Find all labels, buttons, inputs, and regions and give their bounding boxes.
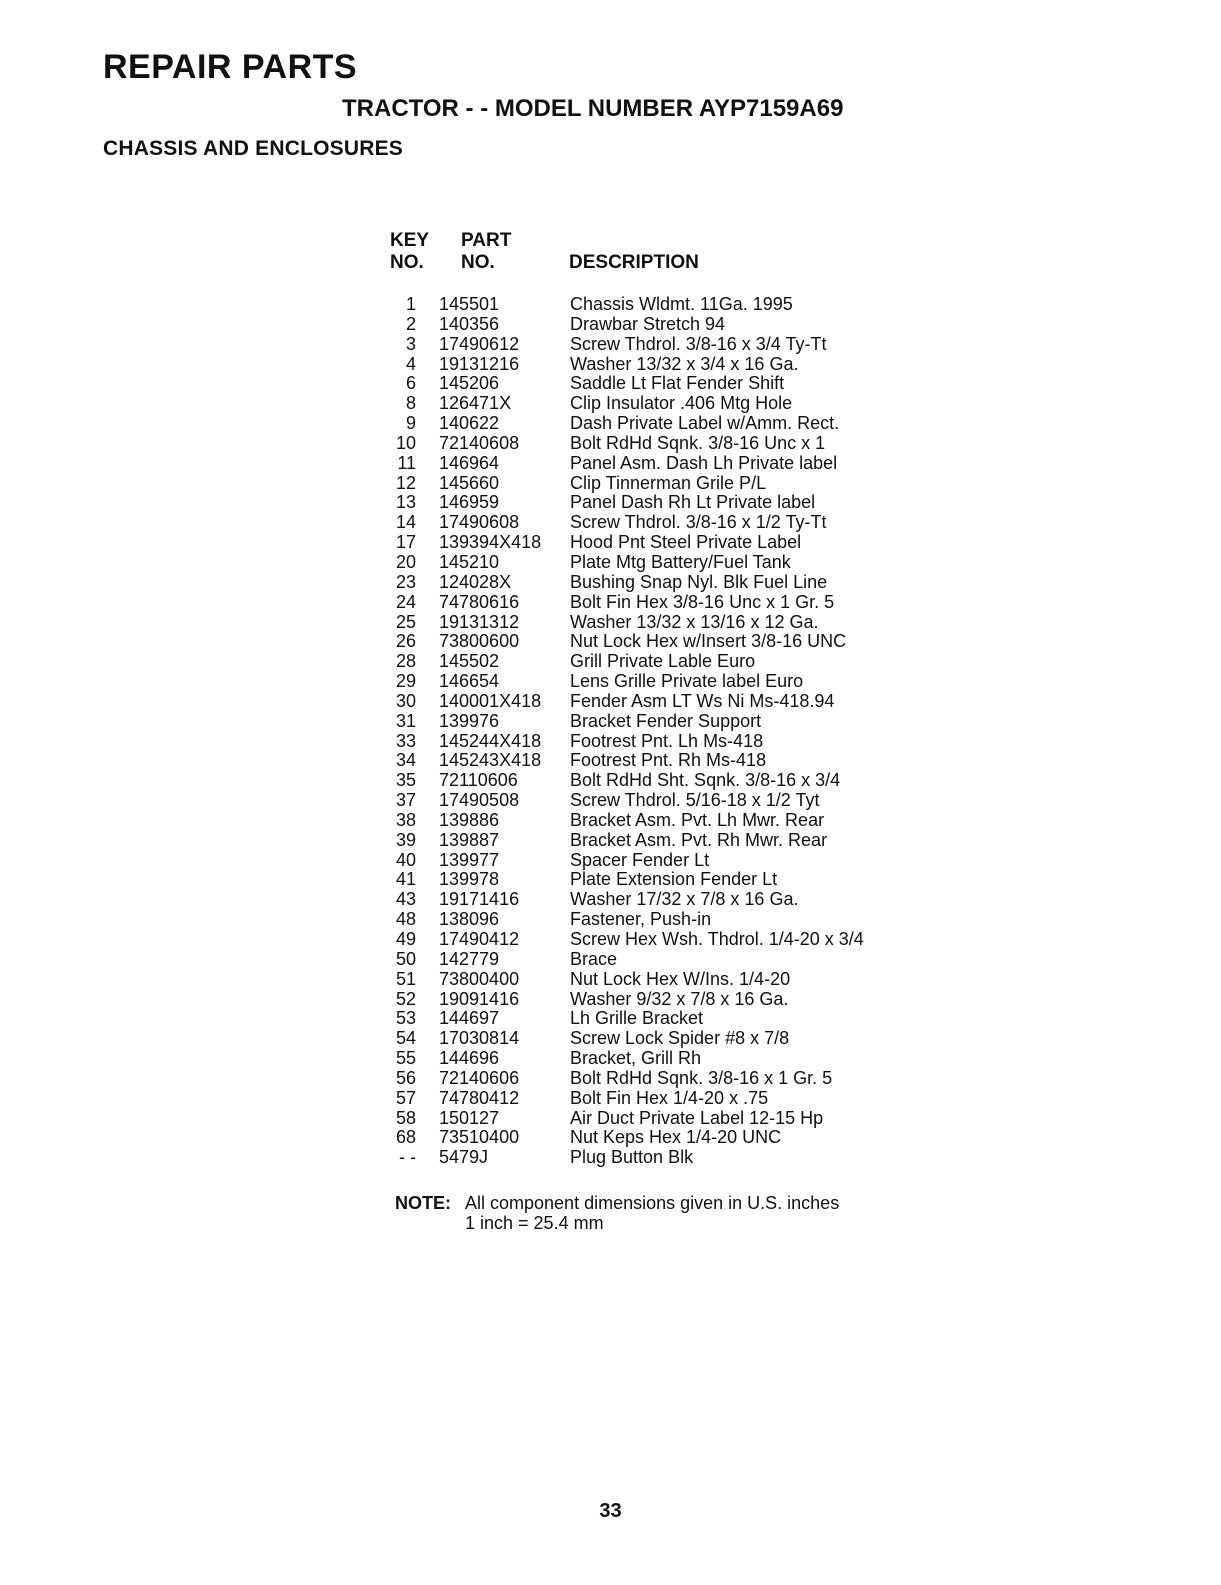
table-row — [380, 593, 864, 613]
table-row — [380, 950, 864, 970]
description-cell: Clip Tinnerman Grile P/L — [570, 472, 767, 493]
table-row — [380, 751, 864, 771]
table-row — [380, 811, 864, 831]
key-no-cell: 35 — [395, 770, 416, 791]
description-cell: Hood Pnt Steel Private Label — [570, 532, 802, 553]
part-no-cell: 146959 — [439, 492, 500, 513]
part-no-cell: 139976 — [439, 710, 500, 731]
key-no-cell: 54 — [395, 1028, 416, 1049]
table-row — [380, 1069, 864, 1089]
section-title: CHASSIS AND ENCLOSURES — [103, 137, 403, 160]
table-row — [380, 573, 864, 593]
description-cell: Drawbar Stretch 94 — [570, 313, 726, 334]
key-no-cell: 17 — [395, 532, 416, 553]
key-no-cell: 31 — [395, 710, 416, 731]
key-no-cell: 49 — [395, 929, 416, 949]
description-cell: Panel Dash Rh Lt Private label — [570, 492, 816, 513]
key-no-cell: 30 — [395, 690, 416, 711]
table-row — [380, 335, 864, 355]
part-no-cell: 73800400 — [439, 968, 520, 989]
description-cell: Bolt RdHd Sht. Sqnk. 3/8-16 x 3/4 — [570, 770, 841, 791]
description-cell: Clip Insulator .406 Mtg Hole — [570, 393, 793, 414]
key-no-cell: 9 — [405, 413, 416, 434]
key-no-cell: 50 — [395, 948, 416, 969]
key-no-cell: 57 — [395, 1087, 416, 1108]
table-row — [380, 1109, 864, 1129]
key-no-cell: 23 — [395, 571, 416, 592]
table-row — [380, 374, 864, 394]
part-no-cell: 145502 — [439, 651, 500, 672]
table-row — [380, 652, 864, 672]
description-cell: Bolt Fin Hex 3/8-16 Unc x 1 Gr. 5 — [570, 591, 835, 612]
description-header: DESCRIPTION — [569, 252, 699, 273]
part-no-cell: 17490412 — [439, 929, 520, 949]
part-no-cell: 139886 — [439, 809, 500, 830]
note-label: NOTE: — [395, 1193, 451, 1213]
description-cell: Washer 13/32 x 13/16 x 12 Ga. — [570, 611, 819, 632]
part-no-cell: 144697 — [439, 1008, 500, 1029]
part-no-cell: 17490608 — [439, 512, 520, 533]
description-cell: Bushing Snap Nyl. Blk Fuel Line — [570, 571, 828, 592]
page-number: 33 — [599, 1500, 622, 1522]
description-cell: Screw Thdrol. 5/16-18 x 1/2 Tyt — [570, 790, 820, 811]
part-no-cell: 142779 — [439, 948, 500, 969]
table-row — [380, 454, 864, 474]
key-no-cell: 48 — [395, 909, 416, 930]
part-no-cell: 139394X418 — [439, 532, 542, 553]
model-number-title: TRACTOR - - MODEL NUMBER AYP7159A69 — [342, 95, 844, 122]
key-no-cell: 38 — [395, 809, 416, 830]
part-no-cell: 139978 — [439, 869, 500, 890]
key-no-cell: 10 — [395, 432, 416, 453]
key-no-cell: 29 — [395, 671, 416, 692]
key-no-header-line2: NO. — [390, 252, 424, 273]
part-no-cell: 150127 — [439, 1107, 500, 1128]
description-cell: Nut Lock Hex w/Insert 3/8-16 UNC — [570, 631, 847, 652]
part-no-header-line1: PART — [461, 230, 512, 251]
table-row — [380, 315, 864, 335]
part-no-cell: 144696 — [439, 1048, 500, 1069]
table-row — [380, 712, 864, 732]
key-no-cell: 56 — [395, 1067, 416, 1088]
description-cell: Footrest Pnt. Lh Ms-418 — [570, 730, 764, 751]
note — [395, 1193, 840, 1233]
part-no-cell: 72140606 — [439, 1067, 520, 1088]
key-no-cell: 11 — [397, 452, 416, 473]
part-no-cell: 72110606 — [439, 770, 518, 791]
description-cell: Fastener, Push-in — [570, 909, 712, 930]
key-no-cell: 40 — [395, 849, 416, 870]
part-no-cell: 17490508 — [439, 790, 520, 811]
part-no-cell: 139887 — [439, 829, 500, 850]
part-no-cell: 140356 — [439, 313, 500, 334]
part-no-cell: 145501 — [439, 294, 500, 314]
table-row — [380, 434, 864, 454]
description-cell: Screw Thdrol. 3/8-16 x 1/2 Ty-Tt — [570, 512, 827, 533]
part-no-header-line2: NO. — [461, 252, 495, 273]
description-cell: Spacer Fender Lt — [570, 849, 710, 870]
parts-table-body — [380, 295, 864, 1168]
table-row — [380, 295, 864, 315]
part-no-cell: 140001X418 — [439, 690, 542, 711]
table-row — [380, 474, 864, 494]
key-no-cell: 51 — [395, 968, 416, 989]
part-no-cell: 146654 — [439, 671, 500, 692]
table-row — [380, 851, 864, 871]
part-no-cell: 145244X418 — [439, 730, 542, 751]
key-no-cell: 33 — [395, 730, 416, 751]
key-no-cell: 12 — [395, 472, 416, 493]
key-no-cell: - - — [399, 1147, 416, 1168]
table-row — [380, 1049, 864, 1069]
table-row — [380, 910, 864, 930]
part-no-cell: 72140608 — [439, 432, 520, 453]
part-no-cell: 19091416 — [439, 988, 520, 1009]
description-cell: Chassis Wldmt. 11Ga. 1995 — [570, 294, 793, 314]
key-no-cell: 52 — [395, 988, 416, 1009]
description-cell: Bolt Fin Hex 1/4-20 x .75 — [570, 1087, 769, 1108]
part-no-cell: 73800600 — [439, 631, 520, 652]
description-cell: Brace — [570, 948, 618, 969]
part-no-cell: 19171416 — [439, 889, 520, 910]
part-no-cell: 124028X — [439, 571, 512, 592]
description-cell: Plate Extension Fender Lt — [570, 869, 778, 890]
key-no-cell: 68 — [395, 1127, 416, 1148]
key-no-cell: 25 — [395, 611, 416, 632]
part-no-cell: 126471X — [439, 393, 512, 414]
key-no-cell: 8 — [405, 393, 416, 414]
key-no-cell: 6 — [405, 373, 416, 394]
table-row — [380, 930, 864, 950]
description-cell: Nut Lock Hex W/Ins. 1/4-20 — [570, 968, 791, 989]
part-no-cell: 140622 — [439, 413, 500, 434]
part-no-cell: 139977 — [439, 849, 500, 870]
table-row — [380, 1089, 864, 1109]
description-cell: Nut Keps Hex 1/4-20 UNC — [570, 1127, 782, 1148]
description-cell: Screw Hex Wsh. Thdrol. 1/4-20 x 3/4 — [570, 929, 864, 949]
description-cell: Bolt RdHd Sqnk. 3/8-16 Unc x 1 — [570, 432, 826, 453]
part-no-cell: 145206 — [439, 373, 500, 394]
part-no-cell: 73510400 — [439, 1127, 520, 1148]
description-cell: Bolt RdHd Sqnk. 3/8-16 x 1 Gr. 5 — [570, 1067, 833, 1088]
table-row — [380, 791, 864, 811]
key-no-cell: 1 — [405, 294, 416, 314]
key-no-cell: 43 — [395, 889, 416, 910]
table-row — [380, 414, 864, 434]
table-row — [380, 692, 864, 712]
key-no-cell: 4 — [405, 353, 416, 374]
description-cell: Saddle Lt Flat Fender Shift — [570, 373, 785, 394]
key-no-cell: 14 — [395, 512, 416, 533]
description-cell: Fender Asm LT Ws Ni Ms-418.94 — [570, 690, 835, 711]
description-cell: Washer 9/32 x 7/8 x 16 Ga. — [570, 988, 789, 1009]
description-cell: Grill Private Lable Euro — [570, 651, 756, 672]
part-no-cell: 145243X418 — [439, 750, 542, 771]
key-no-cell: 2 — [405, 313, 416, 334]
part-no-cell: 5479J — [439, 1147, 489, 1168]
key-no-cell: 34 — [395, 750, 416, 771]
part-no-cell: 19131312 — [439, 611, 520, 632]
key-no-cell: 37 — [395, 790, 416, 811]
description-cell: Footrest Pnt. Rh Ms-418 — [570, 750, 767, 771]
key-no-cell: 26 — [395, 631, 416, 652]
key-no-cell: 55 — [395, 1048, 416, 1069]
key-no-cell: 41 — [395, 869, 416, 890]
table-row — [380, 394, 864, 414]
part-no-cell: 74780412 — [439, 1087, 520, 1108]
description-cell: Bracket Asm. Pvt. Rh Mwr. Rear — [570, 829, 828, 850]
part-no-cell: 138096 — [439, 909, 500, 930]
table-row — [380, 513, 864, 533]
table-row — [380, 1009, 864, 1029]
key-no-cell: 3 — [405, 333, 416, 354]
description-cell: Bracket Fender Support — [570, 710, 762, 731]
part-no-cell: 17030814 — [439, 1028, 520, 1049]
table-row — [380, 1029, 864, 1049]
table-row — [380, 990, 864, 1010]
key-no-header-line1: KEY — [390, 230, 430, 251]
key-no-cell: 20 — [395, 551, 416, 572]
description-cell: Bracket Asm. Pvt. Lh Mwr. Rear — [570, 809, 825, 830]
table-row — [380, 672, 864, 692]
part-no-cell: 145210 — [439, 551, 500, 572]
page-title: REPAIR PARTS — [103, 48, 358, 86]
description-cell: Screw Lock Spider #8 x 7/8 — [570, 1028, 790, 1049]
part-no-cell: 74780616 — [439, 591, 520, 612]
part-no-cell: 19131216 — [439, 353, 520, 374]
part-no-cell: 145660 — [439, 472, 500, 493]
description-cell: Dash Private Label w/Amm. Rect. — [570, 413, 840, 434]
description-cell: Screw Thdrol. 3/8-16 x 3/4 Ty-Tt — [570, 333, 827, 354]
table-row — [380, 553, 864, 573]
table-row — [380, 831, 864, 851]
note-text-line1: All component dimensions given in U.S. inches — [465, 1193, 840, 1213]
description-cell: Washer 17/32 x 7/8 x 16 Ga. — [570, 889, 799, 910]
description-cell: Bracket, Grill Rh — [570, 1048, 702, 1069]
description-cell: Air Duct Private Label 12-15 Hp — [570, 1107, 824, 1128]
table-row — [380, 732, 864, 752]
key-no-cell: 58 — [395, 1107, 416, 1128]
note-text-line2: 1 inch = 25.4 mm — [465, 1213, 604, 1233]
table-row — [380, 533, 864, 553]
table-row — [380, 870, 864, 890]
description-cell: Lh Grille Bracket — [570, 1008, 704, 1029]
description-cell: Plug Button Blk — [570, 1147, 694, 1168]
table-row — [380, 493, 864, 513]
table-row — [380, 355, 864, 375]
parts-table — [380, 295, 864, 1168]
part-no-cell: 17490612 — [439, 333, 520, 354]
table-row — [380, 613, 864, 633]
table-row — [380, 1128, 864, 1148]
key-no-cell: 39 — [395, 829, 416, 850]
table-row — [380, 632, 864, 652]
description-cell: Lens Grille Private label Euro — [570, 671, 804, 692]
table-row — [380, 771, 864, 791]
part-no-cell: 146964 — [439, 452, 500, 473]
key-no-cell: 28 — [395, 651, 416, 672]
key-no-cell: 53 — [395, 1008, 416, 1029]
description-cell: Panel Asm. Dash Lh Private label — [570, 452, 838, 473]
table-row — [380, 890, 864, 910]
table-row — [380, 970, 864, 990]
table-row — [380, 1148, 864, 1168]
key-no-cell: 13 — [395, 492, 416, 513]
key-no-cell: 24 — [395, 591, 416, 612]
description-cell: Washer 13/32 x 3/4 x 16 Ga. — [570, 353, 799, 374]
description-cell: Plate Mtg Battery/Fuel Tank — [570, 551, 791, 572]
